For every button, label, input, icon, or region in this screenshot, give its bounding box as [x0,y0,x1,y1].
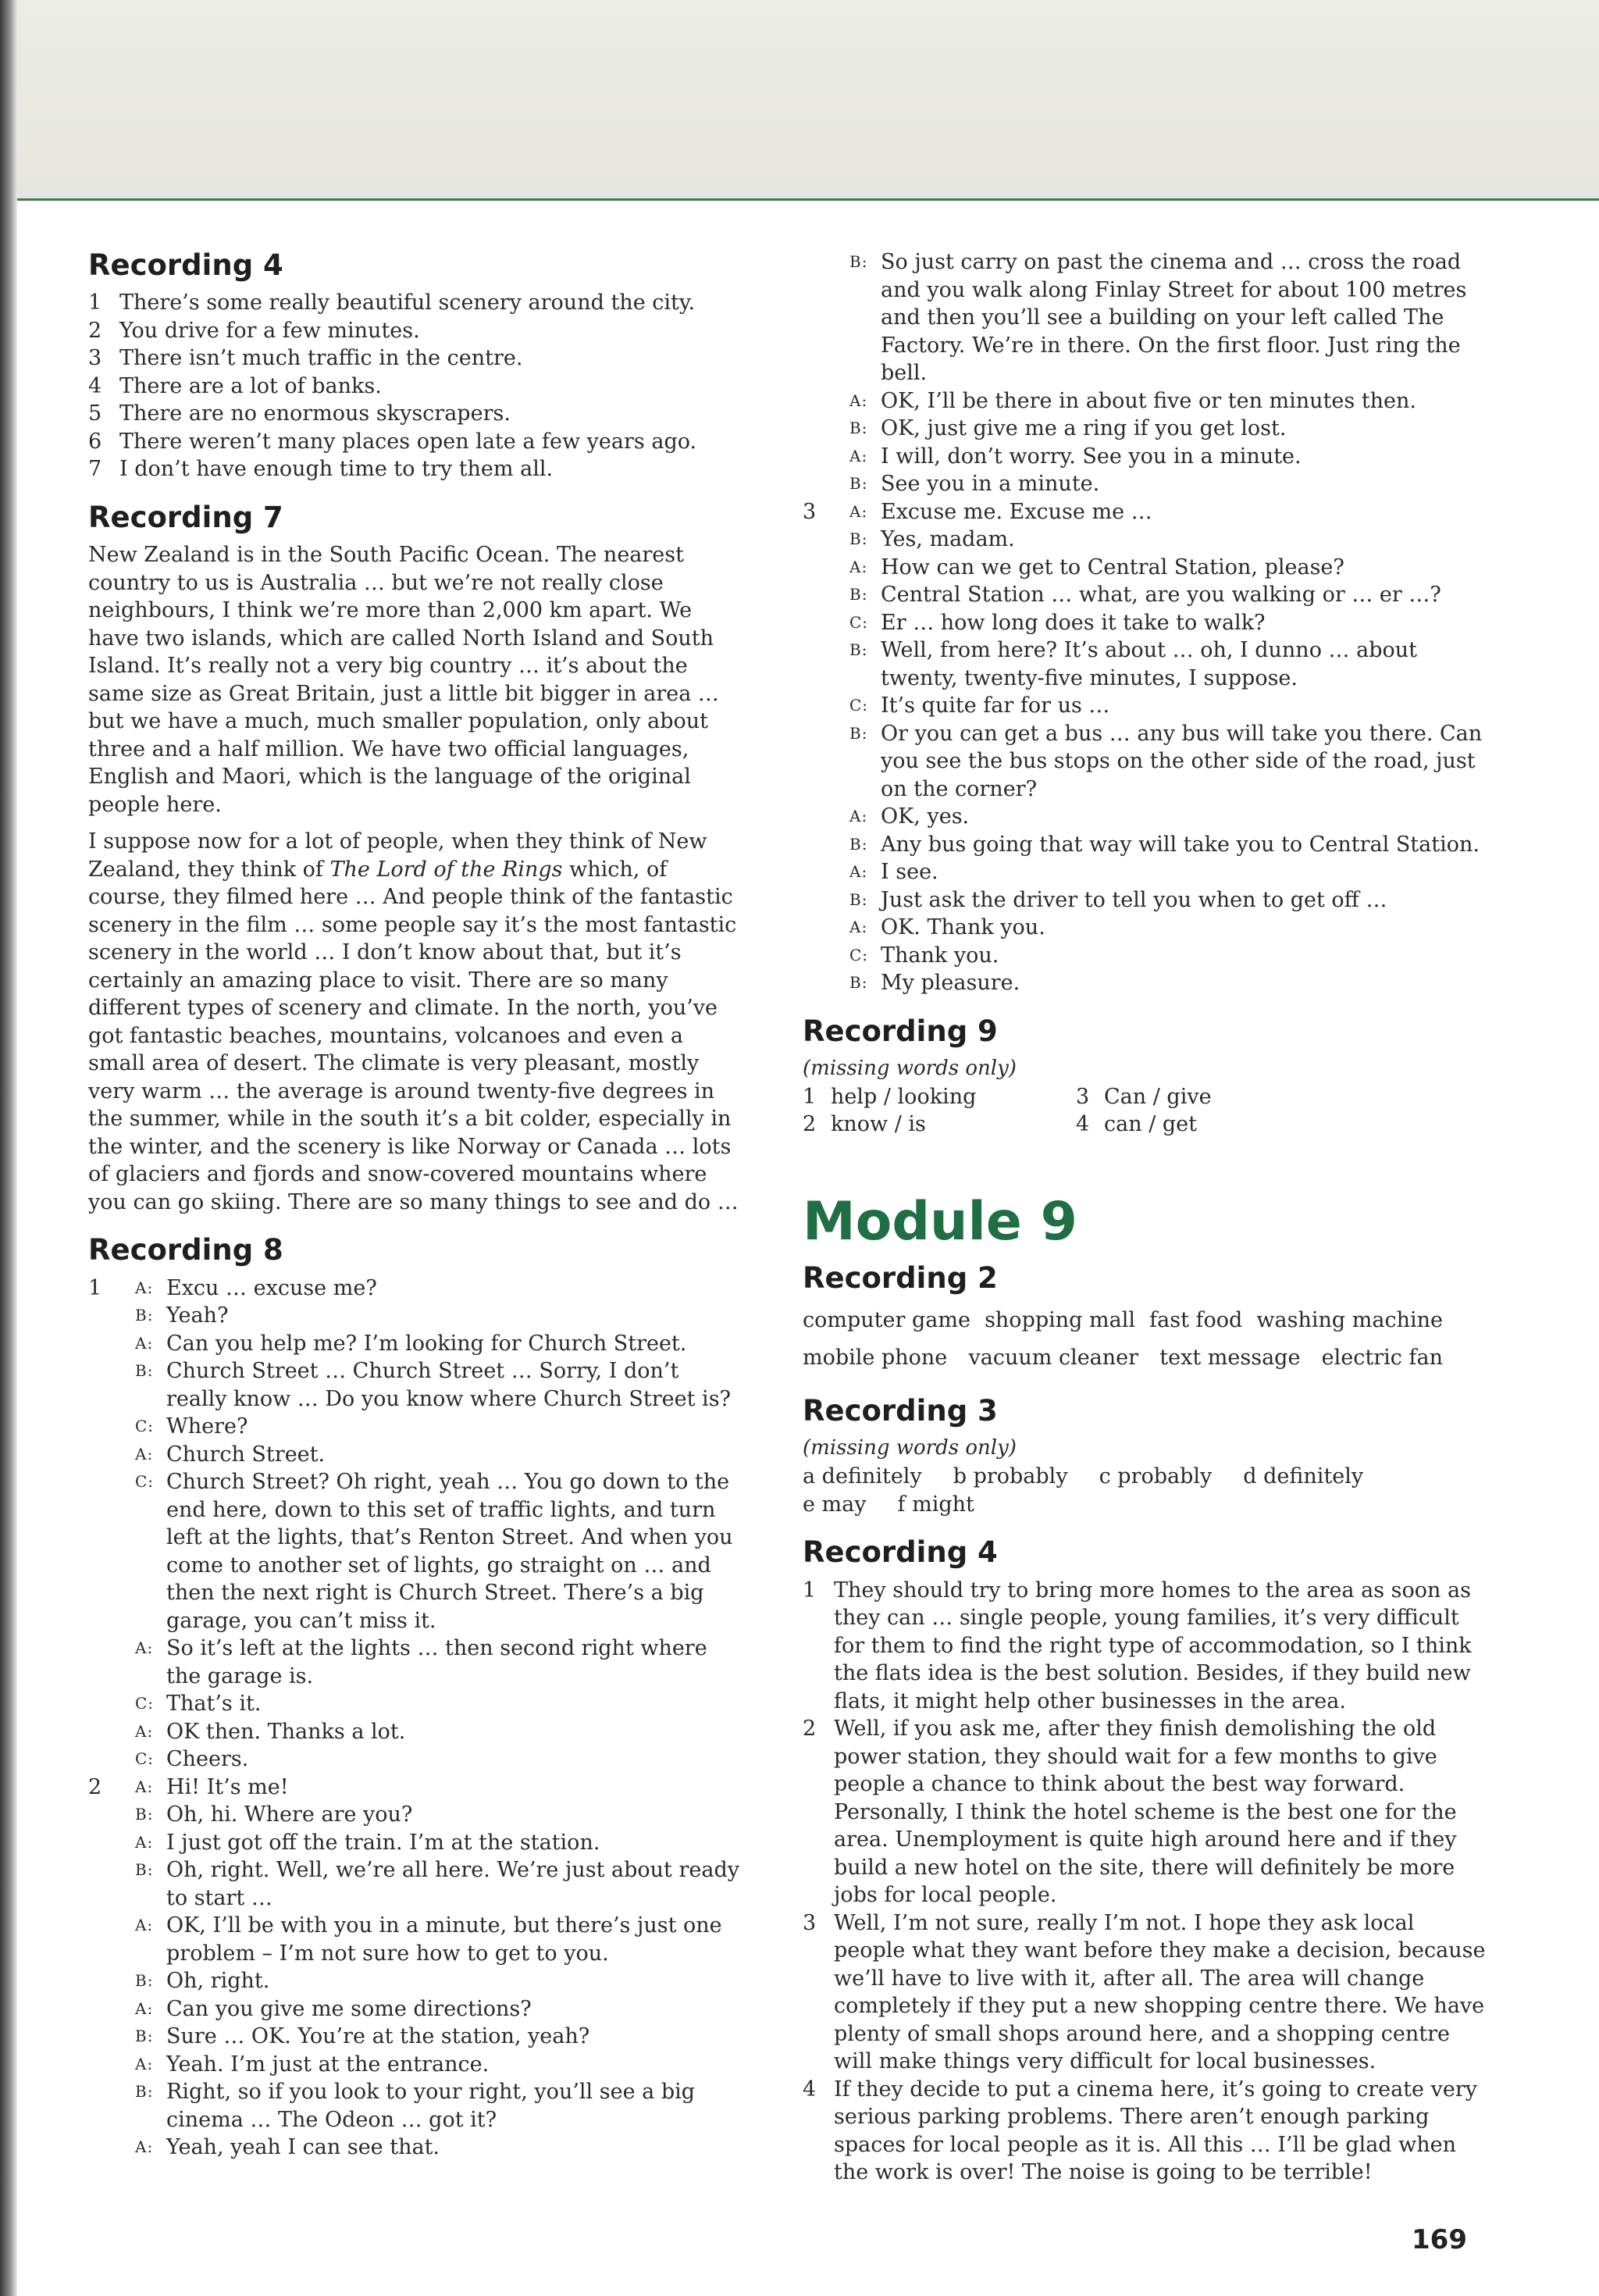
speaker-label: B: [849,474,868,493]
dialogue-text: That’s it. [166,1692,262,1717]
numbered-list [803,1577,1490,2187]
dialogue-line [849,803,1490,831]
dialogue-line [849,969,1490,997]
section-note: (missing words only) [803,1436,1017,1460]
dialogue-text: Just ask the driver to tell you when to get off … [881,887,1387,912]
dialogue-text: So just carry on past the cinema and … cross the road and you walk along Finlay Street for about 100 metres and then you’ll see a building on your left called The Factory. We’re in there. On the first floor. Just ring the bell. [881,250,1467,385]
speaker-label: B: [849,640,868,659]
dialogue-line [849,554,1490,582]
dialogue-text: How can we get to Central Station, please? [881,554,1344,579]
section-title: Recording 3 [803,1394,998,1428]
dialogue-line [849,636,1490,692]
dialogue-line [849,387,1490,415]
speaker-label: B: [849,723,868,743]
dialogue-text: Er … how long does it take to walk? [881,610,1266,635]
dialogue-group [88,1275,744,1774]
section-recording-4 [88,248,744,483]
dialogue-text: OK, yes. [881,804,970,829]
compound-word: shopping mall [985,1308,1135,1333]
dialogue-text: Yeah, yeah I can see that. [166,2135,440,2160]
speaker-label: A: [135,2137,154,2157]
compound-word: mobile phone [803,1346,948,1371]
dialogue-line [135,1718,744,1746]
dialogue-text: I will, don’t worry. See you in a minute. [881,444,1302,469]
dialogue-line [135,1690,744,1718]
dialogue-text: Oh, right. Well, we’re all here. We’re just about ready to start … [166,1858,739,1910]
section-recording-8 [88,1233,744,2161]
answer-options [803,1463,1443,1518]
speaker-label: A: [849,446,868,465]
section-title: Recording 9 [803,1014,998,1048]
answer-option: a definitely [803,1464,922,1489]
speaker-label: A: [135,1278,154,1297]
speaker-label: C: [135,1472,155,1492]
dialogue-lines [135,1774,744,2162]
speaker-label: B: [849,585,868,604]
dialogue-line [135,1330,744,1358]
dialogue-text: Can you give me some directions? [166,1996,532,2021]
section-title: Recording 7 [88,500,283,534]
dialogue-line [135,1829,744,1857]
speaker-label: A: [135,1998,154,2018]
speaker-label: B: [135,1361,154,1381]
speaker-label: A: [849,918,868,936]
speaker-label: C: [849,945,869,964]
speaker-label: B: [849,973,868,992]
compound-word: text message [1159,1346,1301,1371]
dialogue-text: I just got off the train. I’m at the station. [166,1830,600,1855]
dialogue-line [135,2134,744,2162]
dialogue-number: 2 [88,1774,102,1799]
dialogue-line [849,581,1490,609]
dialogue-text: Church Street. [166,1442,326,1467]
dialogue-text: Where? [166,1414,248,1439]
speaker-label: B: [135,2027,154,2046]
numbered-list [88,289,744,483]
dialogue-number: 1 [88,1275,102,1300]
speaker-label: C: [135,1749,155,1769]
speaker-label: A: [135,2054,154,2073]
speaker-label: C: [135,1417,155,1436]
dialogue-line [135,1357,744,1413]
dialogue-text: Excuse me. Excuse me … [881,499,1152,524]
compound-word: washing machine [1256,1308,1443,1333]
dialogue-line [135,1801,744,1829]
list-item: 1 They should try to bring more homes to the area as soon as they can … single people, young families, it’s very difficult for them to find the right type of accommodation, so I think the flats idea is the best solution. Besides, if they build new flats, it might help other businesses in the area. [803,1578,1472,1713]
dialogue-line [849,942,1490,970]
dialogue-text: My pleasure. [881,971,1020,995]
dialogue-text: Thank you. [881,943,999,968]
right-column [803,248,1490,2204]
section-module-9-recording-2 [803,1261,1490,1377]
speaker-label: B: [849,252,868,271]
answer-option: e may [803,1492,867,1517]
left-column [88,248,744,2179]
dialogue-line [135,1468,744,1635]
speaker-label: A: [849,501,868,521]
dialogue-line [135,2078,744,2134]
answer-option: b probably [953,1464,1068,1489]
dialogue-text: Hi! It’s me! [166,1774,289,1799]
dialogue-text: Yes, madam. [881,527,1015,551]
dialogue-text: Yeah? [166,1303,229,1328]
book-spine-shadow [0,0,17,2296]
answer-item: 2 know / is [803,1112,926,1137]
speaker-label: B: [135,2082,154,2102]
dialogue-line [135,1856,744,1912]
dialogue-line [135,2051,744,2079]
dialogue-text: Any bus going that way will take you to Central Station. [881,832,1480,857]
compound-word: vacuum cleaner [968,1346,1139,1371]
dialogue-text: So it’s left at the lights … then second right where the garage is. [166,1636,707,1688]
dialogue-line [135,1635,744,1690]
dialogue-line [135,1967,744,1995]
dialogue-text: OK, I’ll be with you in a minute, but there’s just one problem – I’m not sure how to get to you. [166,1913,722,1966]
speaker-label: A: [135,1916,154,1935]
speaker-label: B: [135,1860,154,1880]
speaker-label: B: [135,1306,154,1325]
speaker-label: B: [849,419,868,437]
dialogue-lines [135,1275,744,1774]
dialogue-line [849,831,1490,859]
speaker-label: B: [135,1805,154,1824]
dialogue-text: OK then. Thanks a lot. [166,1719,406,1744]
speaker-label: A: [135,1638,154,1658]
list-item: 4 There are a lot of banks. [88,373,382,398]
dialogue-lines [849,498,1490,997]
section-recording-7 [88,501,744,1216]
dialogue-text: Oh, right. [166,1969,270,1994]
dialogue-line [849,609,1490,637]
dialogue-line [135,1413,744,1441]
dialogue-text: OK, just give me a ring if you get lost. [881,416,1287,440]
dialogue-text: Excu … excuse me? [166,1275,377,1300]
dialogue-group [88,1774,744,2162]
dialogue-text: Oh, hi. Where are you? [166,1802,413,1827]
list-item: 6 There weren’t many places open late a few years ago. [88,429,697,454]
recording-8-continued [803,248,1490,997]
compound-word: electric fan [1321,1346,1443,1371]
page-top-band [0,0,1599,199]
word-row [803,1339,1443,1377]
list-item: 3 There isn’t much traffic in the centre. [88,346,523,371]
speaker-label: A: [135,1832,154,1852]
dialogue-group [803,248,1490,498]
dialogue-line [135,2023,744,2051]
dialogue-line [849,415,1490,443]
speaker-label: B: [849,890,868,909]
dialogue-line [849,443,1490,471]
dialogue-line [135,1441,744,1469]
dialogue-line [135,1745,744,1774]
dialogue-group [803,498,1490,997]
dialogue-line [849,858,1490,886]
list-item: 2 You drive for a few minutes. [88,318,420,343]
dialogue-line [849,720,1490,804]
dialogue-text: OK. Thank you. [881,915,1045,939]
film-title: The Lord of the Rings [329,857,563,882]
dialogue-text: Well, from here? It’s about … oh, I dunno … about twenty, twenty-five minutes, I suppose. [881,638,1417,690]
speaker-label: B: [849,529,868,548]
list-item: 1 There’s some really beautiful scenery around the city. [88,291,696,316]
dialogue-line [849,248,1490,387]
compound-word: computer game [803,1308,970,1333]
dialogue-line [135,1275,744,1303]
dialogue-lines [849,248,1490,498]
list-item: 3 Well, I’m not sure, really I’m not. I hope they ask local people what they want before they make a decision, because we’ll have to live with it, after all. The area will change completely if they put a new shopping centre there. We have plenty of small shops around here, and a shopping centre will make things very difficult for local businesses. [803,1910,1486,2074]
dialogue-text: OK, I’ll be there in about five or ten minutes then. [881,388,1417,413]
dialogue-text: Sure … OK. You’re at the station, yeah? [166,2024,590,2049]
speaker-label: A: [849,862,868,881]
answer-option: f might [897,1492,974,1517]
section-title: Recording 4 [88,248,283,282]
dialogue-line [849,526,1490,554]
dialogue-line [849,692,1490,720]
dialogue-line [135,1774,744,1802]
dialogue-text: Cheers. [166,1747,249,1772]
dialogue-line [135,1302,744,1330]
speaker-label: C: [849,696,869,715]
speaker-label: A: [849,557,868,576]
dialogue-text: Can you help me? I’m looking for Church Street. [166,1331,687,1356]
dialogue-text: Right, so if you look to your right, you’ll see a big cinema … The Odeon … got it? [166,2080,696,2132]
paragraph: New Zealand is in the South Pacific Ocean. The nearest country to us is Australia … but we’re not really close neighbours, I think we’re more than 2,000 km apart. We have two islands, which are called North Island and South Island. It’s really not a very big country … it’s about the same size as Great Britain, just a little bit bigger in area … but we have a much, much smaller population, only about three and a half million. We have two official languages, English and Maori, which is the language of the original people here. [88,543,719,817]
dialogue-line [849,470,1490,498]
dialogue-text: Or you can get a bus … any bus will take you there. Can you see the bus stops on the other side of the road, just on the corner? [881,721,1483,801]
dialogue-line [849,914,1490,942]
speaker-label: A: [135,1721,154,1741]
speaker-label: A: [849,390,868,410]
section-note: (missing words only) [803,1056,1017,1080]
dialogue-line [135,1995,744,2023]
answer-item: 4 can / get [1076,1112,1197,1137]
module-heading: Module 9 [803,1190,1077,1253]
dialogue-line [849,886,1490,914]
dialogue-text: Church Street? Oh right, yeah … You go down to the end here, down to this set of traffic lights, and turn left at the lights, that’s Renton Street. And when you come to another set of lights, go straight on … and then the next right is Church Street. There’s a big garage, you can’t miss it. [166,1470,733,1633]
paragraph: I suppose now for a lot of people, when they think of New Zealand, they think of The Lord of the Rings which, of course, they filmed here … And people think of the fantastic scenery in the film … some people say it’s the most fantastic scenery in the world … I don’t know about that, but it’s certainly an amazing place to visit. There are so many different types of scenery and climate. In the north, you’ve got fantastic beaches, mountains, volcanoes and even a small area of desert. The climate is very pleasant, mostly very warm … the average is around twenty-five degrees in the summer, while in the south it’s a bit colder, especially in the winter, and the scenery is like Norway or Canada … lots of glaciers and fjords and snow-covered mountains where you can go skiing. There are so many things to see and do … [88,829,739,1214]
compound-word: fast food [1149,1308,1243,1333]
section-module-9-recording-3 [803,1394,1490,1518]
answer-item: 3 Can / give [1076,1084,1212,1109]
list-item: 7 I don’t have enough time to try them all. [88,457,554,482]
word-row [803,1302,1443,1339]
dialogue-number: 3 [803,499,817,524]
speaker-label: C: [849,612,869,632]
speaker-label: A: [135,1444,154,1464]
speaker-label: B: [135,1971,154,1991]
dialogue-text: I see. [881,860,938,884]
dialogue-line [135,1912,744,1967]
speaker-label: A: [135,1777,154,1796]
dialogue-line [849,498,1490,526]
section-title: Recording 8 [88,1233,283,1267]
section-title: Recording 2 [803,1260,998,1295]
dialogue-text: Central Station … what, are you walking or … er …? [881,583,1441,607]
list-item: 4 If they decide to put a cinema here, it’s going to create very serious parking problems. There aren’t enough parking spaces for local people as it is. All this … I’ll be glad when the work is over! The noise is going to be terrible! [803,2077,1477,2185]
band-rule [14,198,1599,201]
page-number: 169 [1412,2224,1467,2255]
section-module-9-recording-4 [803,1535,1490,2186]
list-item: 2 Well, if you ask me, after they finish demolishing the old power station, they should wait for a few months to give people a chance to think about the best way forward. Personally, I think the hotel scheme is the best one for the area. Unemployment is quite high around here and if they build a new hotel on the site, there will definitely be more jobs for local people. [803,1717,1457,1908]
speaker-label: A: [135,1333,154,1353]
dialogue-text: Church Street … Church Street … Sorry, I don’t really know … Do you know where Church Street is? [166,1359,732,1411]
speaker-label: A: [849,807,868,825]
answer-item: 1 help / looking [803,1084,977,1109]
dialogue-text: It’s quite far for us … [881,693,1110,718]
answer-option: c probably [1099,1464,1213,1489]
speaker-label: B: [849,834,868,854]
list-item: 5 There are no enormous skyscrapers. [88,401,511,426]
answer-grid [803,1083,1490,1139]
answer-option: d definitely [1243,1464,1364,1489]
section-recording-9 [803,1014,1490,1139]
dialogue-text: Yeah. I’m just at the entrance. [166,2052,490,2077]
section-title: Recording 4 [803,1535,998,1570]
dialogue-text: See you in a minute. [881,472,1100,496]
speaker-label: C: [135,1694,155,1713]
